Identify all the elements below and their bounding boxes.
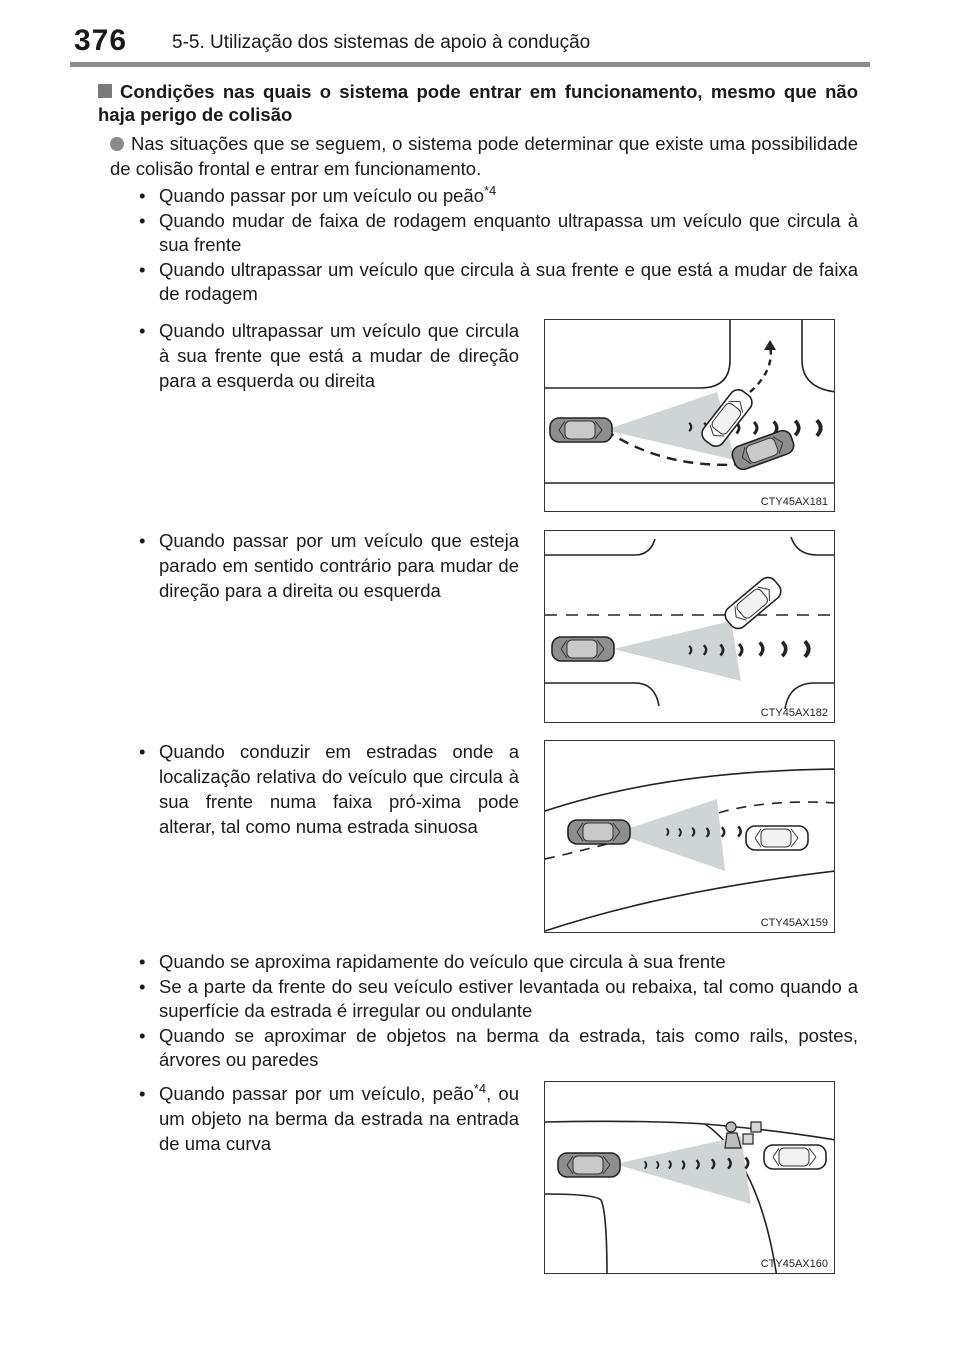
list-item: • Quando passar por um veículo, peão$^{*4}$, ou um objeto na berma da estrada na entrada de uma curva [137, 1081, 519, 1156]
intro-text: Nas situações que se seguem, o sistema pode determinar que existe uma possibilidade de colisão frontal e entrar em funcionamento. [110, 133, 858, 179]
preceding-car-icon [746, 826, 808, 850]
other-car-icon [730, 428, 796, 472]
illustration-winding-road [544, 740, 835, 933]
own-car-icon [552, 637, 614, 661]
figure-code: CTY45AX160 [760, 1258, 828, 1270]
footnote-marker: *4 [484, 183, 497, 198]
own-car-icon [568, 820, 630, 844]
road-edge [545, 683, 659, 706]
page-number: 376 [74, 24, 128, 57]
bullet-list-bottom [137, 950, 858, 1073]
figure-caption-1 [137, 318, 519, 393]
road-scene-2 [545, 531, 835, 723]
arrow-icon [764, 340, 776, 350]
running-header: 5-5. Utilização dos sistemas de apoio à condução [172, 32, 591, 53]
list-item: • Quando conduzir em estradas onde a localização relativa do veículo que circula à sua frente numa faixa pró-xima pode alterar, tal como numa estrada sinuosa [137, 739, 519, 839]
list-item: • Quando ultrapassar um veículo que circula à sua frente e que está a mudar de faixa de rodagem [137, 258, 858, 307]
own-car-icon [550, 418, 612, 442]
illustration-curve-entrance [544, 1081, 835, 1274]
road-scene-3 [545, 741, 835, 933]
illustration-stopped-oncoming-vehicle [544, 530, 835, 723]
road-edge [545, 769, 835, 811]
illustration-overtake-turning-vehicle [544, 319, 835, 512]
figure-caption-2 [137, 528, 519, 603]
figure-code: CTY45AX181 [760, 496, 828, 508]
road-edge [545, 539, 655, 555]
figure-code: CTY45AX159 [760, 917, 828, 929]
list-item: • Quando se aproxima rapidamente do veículo que circula à sua frente [137, 950, 858, 975]
figure-code: CTY45AX182 [760, 707, 828, 719]
list-item: • Quando ultrapassar um veículo que circula à sua frente que está a mudar de direção para a esquerda ou direita [137, 318, 519, 393]
road-edge [545, 1121, 835, 1140]
list-item: • Quando mudar de faixa de rodagem enquanto ultrapassa um veículo que circula à sua frente [137, 209, 858, 258]
roadside-object-icon [743, 1122, 761, 1144]
list-item: • Quando passar por um veículo ou peão$^{*4}$ [137, 184, 858, 209]
circle-bullet-icon [110, 137, 124, 151]
section-heading [98, 80, 858, 126]
road-edge [545, 1194, 607, 1274]
footnote-marker: *4 [473, 1081, 487, 1096]
bullet-list-top [137, 184, 858, 307]
road-edge [785, 683, 835, 709]
pedestrian-icon [725, 1122, 741, 1148]
road-scene-1 [545, 320, 835, 512]
header-rule [70, 62, 870, 67]
figure-caption-4 [137, 1081, 519, 1156]
road-scene-4 [545, 1082, 835, 1274]
road-edge [791, 537, 835, 555]
path-line [750, 345, 771, 392]
list-item: • Quando passar por um veículo que esteja parado em sentido contrário para mudar de direção para a direita ou esquerda [137, 528, 519, 603]
section-heading-text: Condições nas quais o sistema pode entrar em funcionamento, mesmo que não haja perigo de colisão [98, 81, 858, 125]
roadside-car-icon [764, 1145, 826, 1169]
road-edge [545, 320, 730, 388]
oncoming-car-icon [722, 574, 785, 632]
intro-paragraph [110, 131, 858, 181]
list-item: • Se a parte da frente do seu veículo estiver levantada ou rebaixa, tal como quando a superfície da estrada é irregular ou ondulante [137, 975, 858, 1024]
figure-caption-3 [137, 739, 519, 839]
own-car-icon [558, 1153, 620, 1177]
square-bullet-icon [98, 84, 112, 98]
road-edge [802, 320, 835, 392]
list-item: • Quando se aproximar de objetos na berma da estrada, tais como rails, postes, árvores ou paredes [137, 1024, 858, 1073]
